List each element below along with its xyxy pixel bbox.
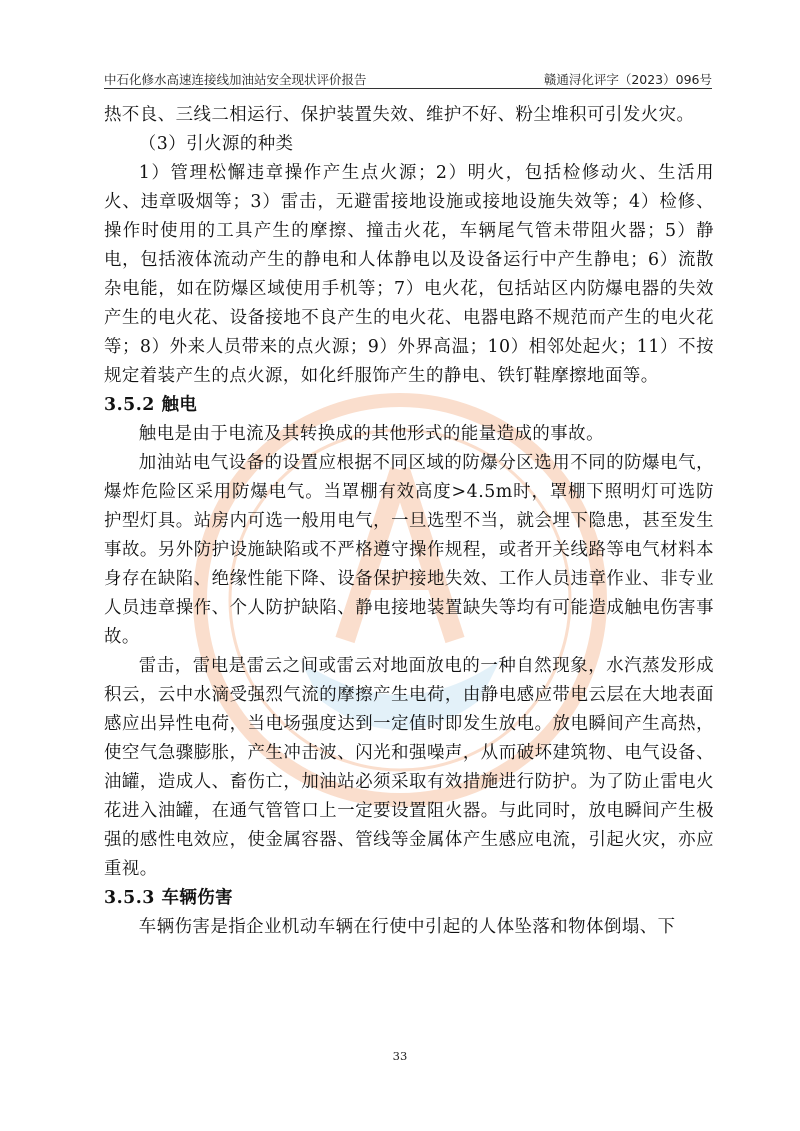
paragraph: 触电是由于电流及其转换成的其他形式的能量造成的事故。 xyxy=(138,424,604,444)
subsection-title: （3）引火源的种类 xyxy=(138,134,294,154)
section-heading: 3.5.2 触电 xyxy=(104,395,198,415)
report-title: 中石化修水高速连接线加油站安全现状评价报告 xyxy=(104,72,367,87)
header-rule xyxy=(104,88,712,89)
paragraph: 1）管理松懈违章操作产生点火源；2）明火，包括检修动火、生活用火、违章吸烟等；3）雷击，无避雷接地设施或接地设施失效等；4）检修、操作时使用的工具产生的摩擦、撞击火花，车辆尾气管未带阻火器；5）静电，包括液体流动产生的静电和人体静电以及设备运行中产生静电；6）流散杂电能，如在防爆区域使用手机等；7）电火花，包括站区内防爆电器的失效产生的电火花、设备接地不良产生的电火花、电器电路不规范而产生的电火花等；8）外来人员带来的点火源；9）外界高温；10）相邻处起火；11）不按规定着装产生的点火源，如化纤服饰产生的静电、铁钉鞋摩擦地面等。 xyxy=(104,163,714,386)
page-number: 33 xyxy=(392,1049,408,1063)
paragraph: 雷击，雷电是雷云之间或雷云对地面放电的一种自然现象，水汽蒸发形成积云，云中水滴受强烈气流的摩擦产生电荷，由静电感应带电云层在大地表面感应出异性电荷，当电场强度达到一定值时即发生放电。放电瞬间产生高热，使空气急骤膨胀，产生冲击波、闪光和强噪声，从而破坏建筑物、电气设备、油罐，造成人、畜伤亡，加油站必须采取有效措施进行防护。为了防止雷电火花进入油罐，在通气管管口上一定要设置阻火器。与此同时，放电瞬间产生极强的感性电效应，使金属容器、管线等金属体产生感应电流，引起火灾，亦应重视。 xyxy=(104,656,714,879)
report-number: 赣通浔化评字（2023）096号 xyxy=(543,72,712,87)
section-heading: 3.5.3 车辆伤害 xyxy=(104,888,234,908)
paragraph: 车辆伤害是指企业机动车辆在行使中引起的人体坠落和物体倒塌、下 xyxy=(138,917,676,937)
paragraph: 热不良、三线二相运行、保护装置失效、维护不好、粉尘堆积可引发火灾。 xyxy=(104,105,695,125)
body-text xyxy=(104,101,714,942)
page-header xyxy=(100,66,712,88)
paragraph: 加油站电气设备的设置应根据不同区域的防爆分区选用不同的防爆电气，爆炸危险区采用防爆电气。当罩棚有效高度>4.5m时，罩棚下照明灯可选防护型灯具。站房内可选一般用电气，一旦选型不当，就会埋下隐患，甚至发生事故。另外防护设施缺陷或不严格遵守操作规程，或者开关线路等电气材料本身存在缺陷、绝缘性能下降、设备保护接地失效、工作人员违章作业、非专业人员违章操作、个人防护缺陷、静电接地装置缺失等均有可能造成触电伤害事故。 xyxy=(104,453,714,647)
